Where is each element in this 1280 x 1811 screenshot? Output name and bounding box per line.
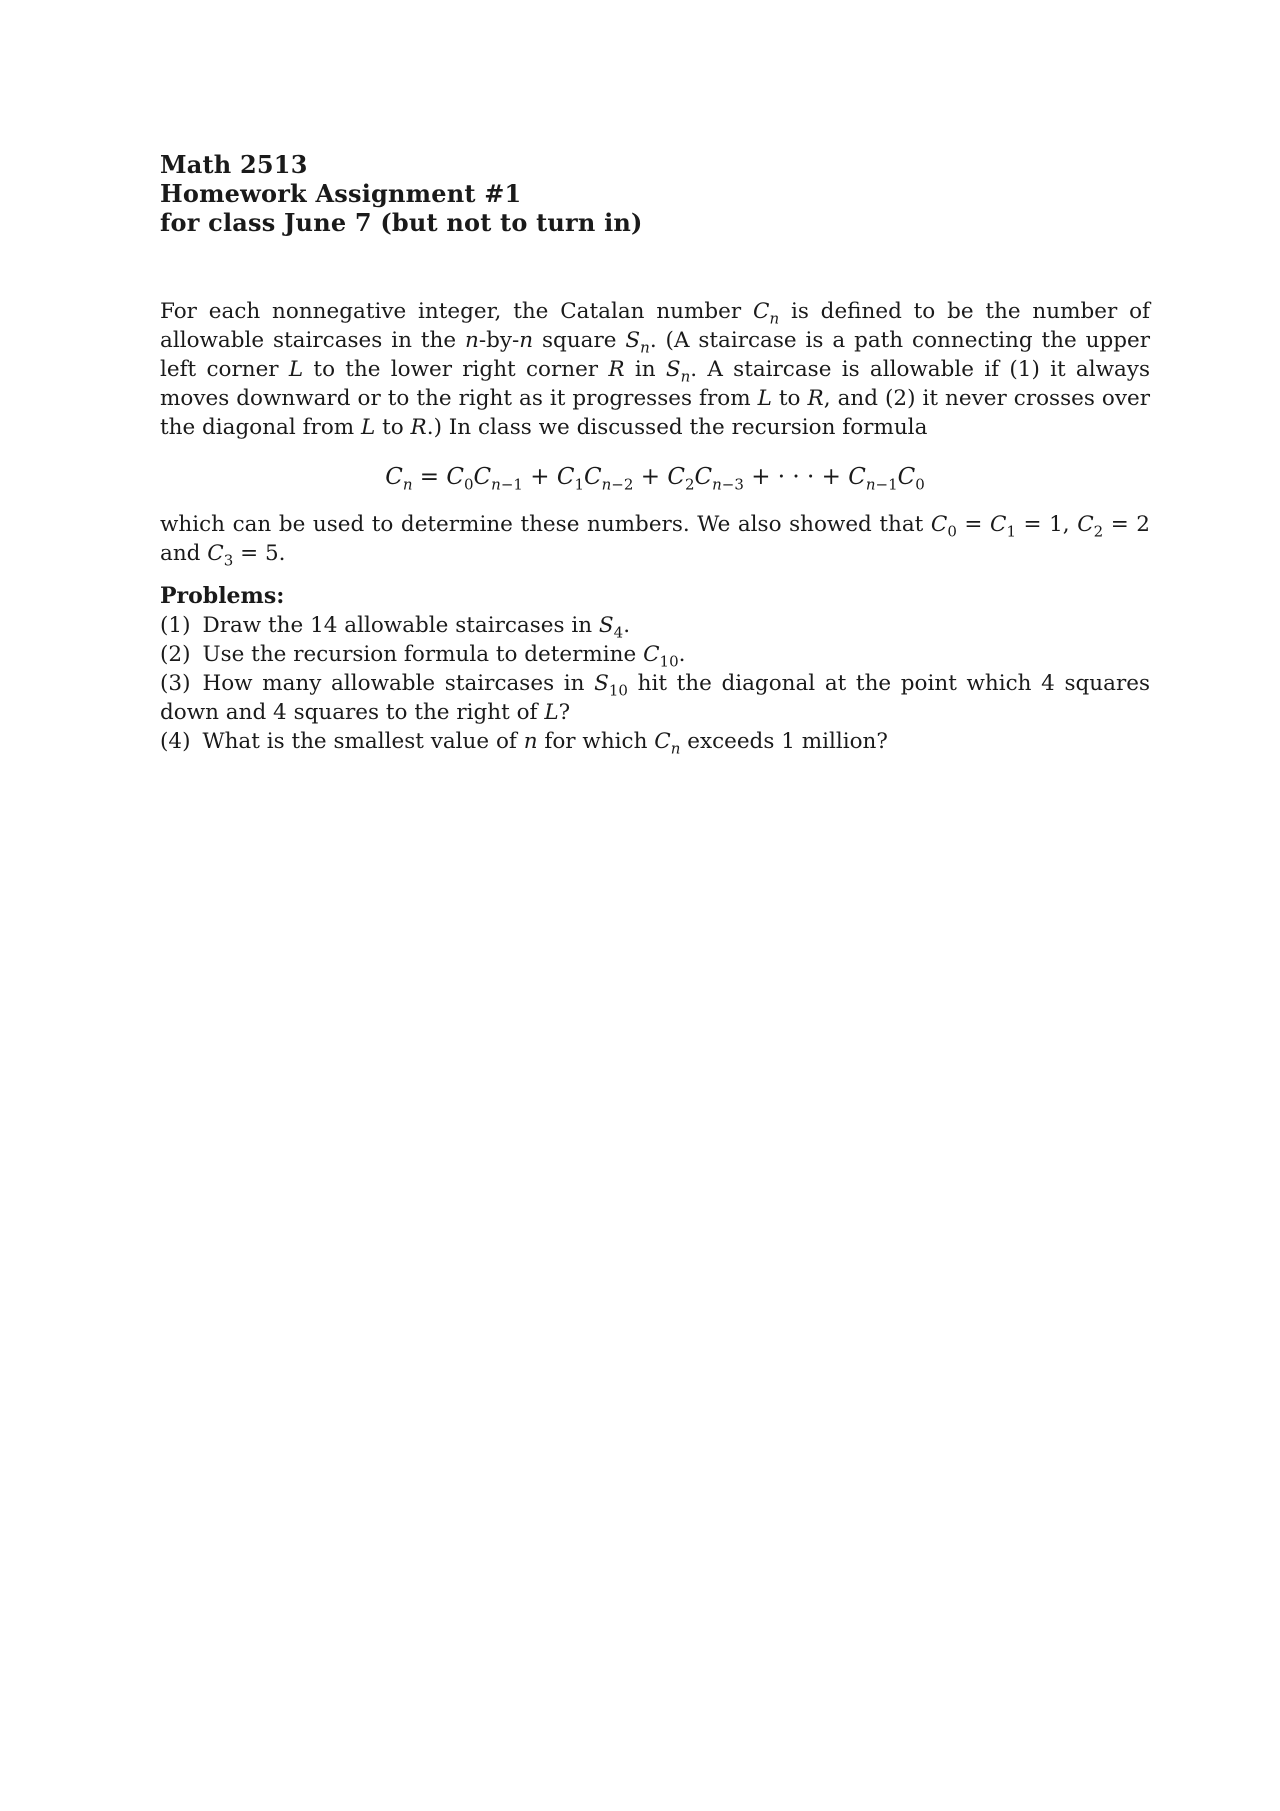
problem-4: (4) What is the smallest value of n for which $C_n$ exceeds 1 million? [160,729,888,758]
problem-1: (1) Draw the 14 allowable staircases in $S_4$. [160,613,631,642]
document-page [160,150,1150,756]
after-formula-paragraph: which can be used to determine these numbers. We also showed that $C_0 = C_1 = 1$, $C_2 = 2$ and $C_3 = 5$. [160,512,1150,570]
problem-2: (2) Use the recursion formula to determine $C_{10}$. [160,642,686,671]
problem-3: (3) How many allowable staircases in $S_{10}$ hit the diagonal at the point which 4 squares down and 4 squares to the right of L? [160,671,1150,725]
problems-heading: Problems: [160,583,285,609]
recursion-formula: $C_n = C_0C_{n-1} + C_1C_{n-2} + C_2C_{n-3}$ + · · · + $C_{n-1}C_0$ [385,464,925,494]
intro-paragraph: For each nonnegative integer, the Catalan number $C_n$ is defined to be the number of allowable staircases in the n-by-n square $S_n$. (A staircase is a path connecting the upper left corner L to the lower right corner R in $S_n$. A staircase is allowable if (1) it always moves downward or to the right as it progresses from L to R, and (2) it never crosses over the diagonal from L to R.) In class we discussed the recursion formula [160,299,1151,440]
assignment-title: Homework Assignment #1 [160,179,522,208]
assignment-note: for class June 7 (but not to turn in) [160,208,643,237]
document-header [160,150,1150,237]
course-title: Math 2513 [160,150,308,179]
